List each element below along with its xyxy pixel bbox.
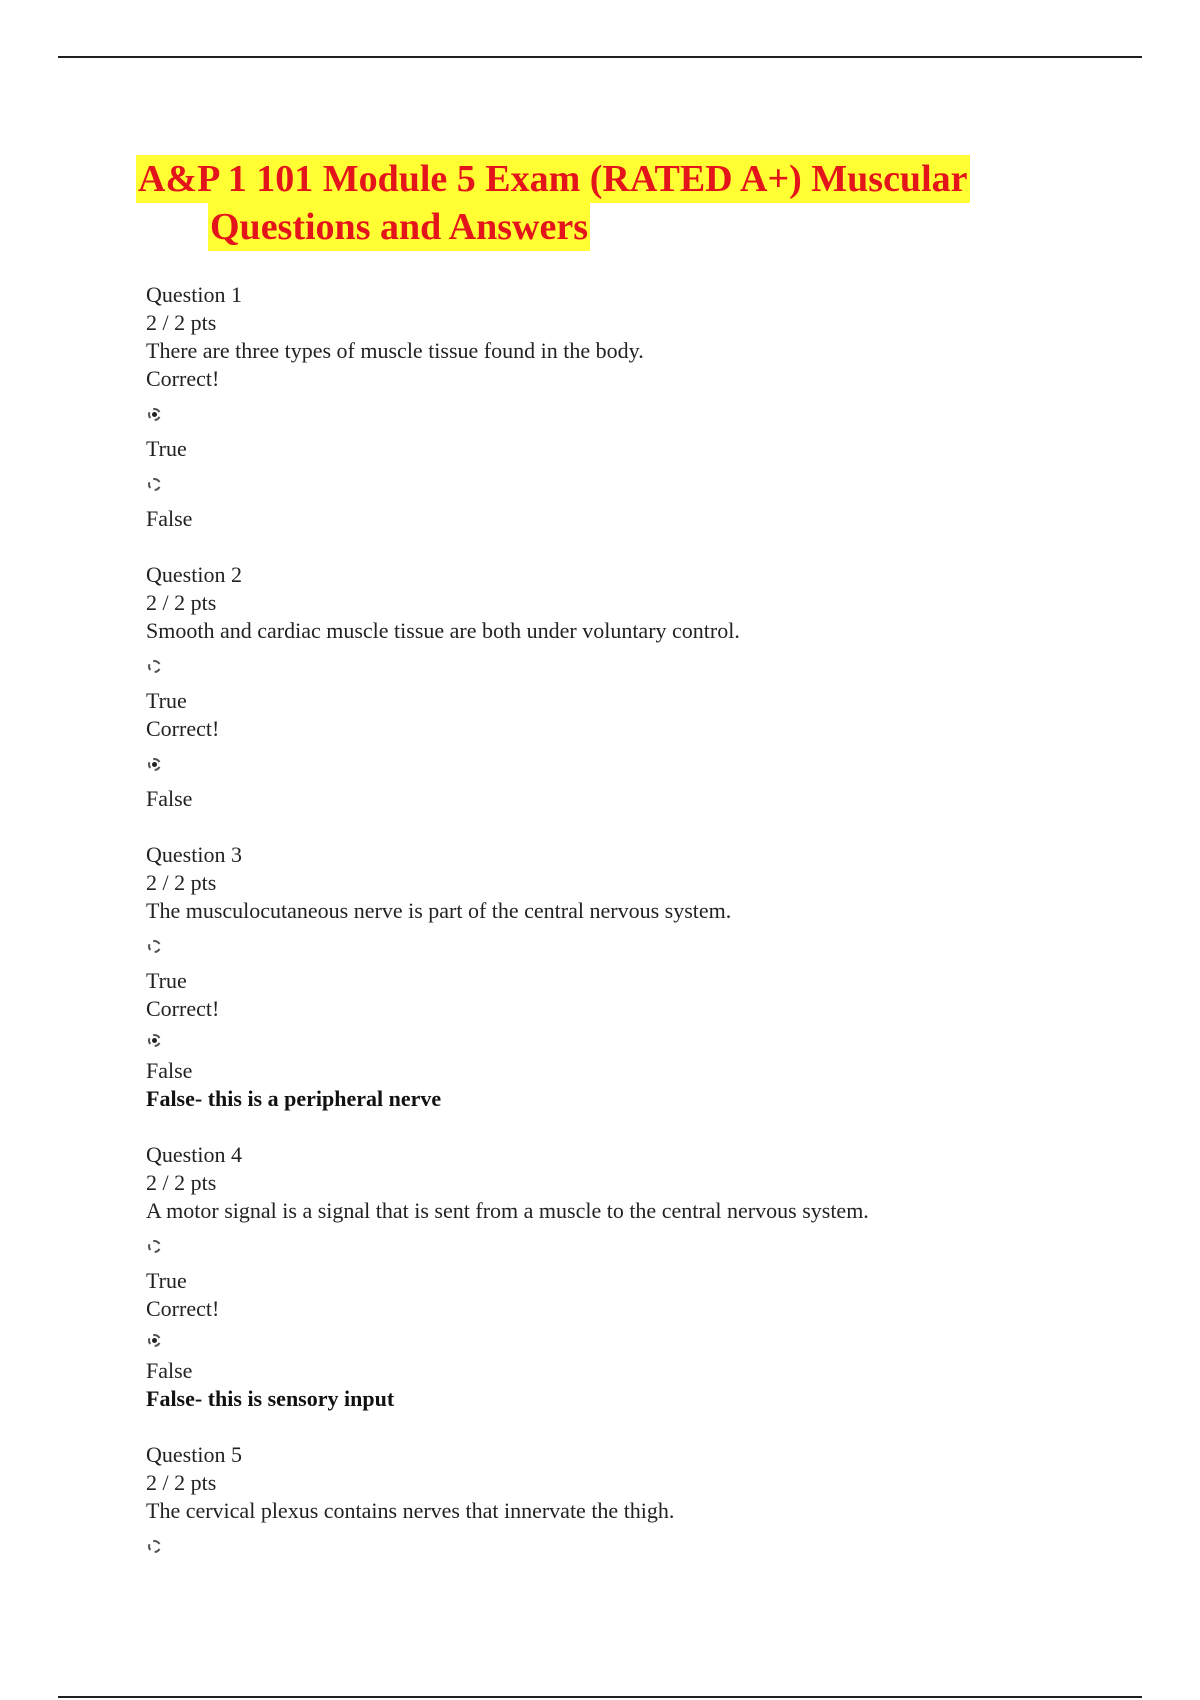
- document-title: [136, 155, 1056, 251]
- question-heading: Question 3: [146, 842, 242, 867]
- answer-true-row: [146, 925, 1046, 967]
- question-heading: Question 5: [146, 1442, 242, 1467]
- question-list: [146, 281, 1046, 1595]
- question-3: [146, 841, 1046, 1113]
- radio-unselected-icon[interactable]: [148, 478, 161, 491]
- option-true-label: True: [146, 436, 187, 461]
- question-prompt: A motor signal is a signal that is sent from a muscle to the central nervous system.: [146, 1198, 869, 1223]
- title-line-1: A&P 1 101 Module 5 Exam (RATED A+) Muscular: [136, 155, 970, 203]
- title-line-2: Questions and Answers: [208, 203, 590, 251]
- question-points: 2 / 2 pts: [146, 870, 217, 895]
- option-false-label: False: [146, 1358, 193, 1383]
- question-1: [146, 281, 1046, 533]
- radio-unselected-icon[interactable]: [148, 1240, 161, 1253]
- radio-unselected-icon[interactable]: [148, 660, 161, 673]
- radio-selected-icon[interactable]: [148, 758, 161, 771]
- option-false-label: False: [146, 1058, 193, 1083]
- top-rule: [58, 56, 1142, 58]
- question-prompt: The musculocutaneous nerve is part of the central nervous system.: [146, 898, 732, 923]
- option-false-label: False: [146, 786, 193, 811]
- bottom-rule: [58, 1696, 1142, 1698]
- radio-selected-icon[interactable]: [148, 1334, 161, 1347]
- answer-true-row: [146, 1525, 1046, 1567]
- answer-true-row: [146, 1225, 1046, 1267]
- question-heading: Question 4: [146, 1142, 242, 1167]
- question-5: [146, 1441, 1046, 1567]
- radio-unselected-icon[interactable]: [148, 940, 161, 953]
- question-4: [146, 1141, 1046, 1413]
- answer-false-row: [146, 743, 1046, 785]
- radio-unselected-icon[interactable]: [148, 1540, 161, 1553]
- answer-true-row: [146, 393, 1046, 435]
- answer-true-row: [146, 645, 1046, 687]
- correct-label: Correct!: [146, 996, 220, 1021]
- option-true-label: True: [146, 968, 187, 993]
- question-2: [146, 561, 1046, 813]
- radio-selected-icon[interactable]: [148, 1034, 161, 1047]
- question-prompt: The cervical plexus contains nerves that innervate the thigh.: [146, 1498, 675, 1523]
- radio-selected-icon[interactable]: [148, 408, 161, 421]
- question-heading: Question 2: [146, 562, 242, 587]
- option-true-label: True: [146, 688, 187, 713]
- question-points: 2 / 2 pts: [146, 1470, 217, 1495]
- question-points: 2 / 2 pts: [146, 590, 217, 615]
- answer-false-row: [146, 463, 1046, 505]
- option-false-label: False: [146, 506, 193, 531]
- correct-label: Correct!: [146, 716, 220, 741]
- answer-false-row: [146, 1023, 1046, 1057]
- answer-explanation: False- this is sensory input: [146, 1386, 395, 1411]
- question-points: 2 / 2 pts: [146, 310, 217, 335]
- question-prompt: Smooth and cardiac muscle tissue are both under voluntary control.: [146, 618, 740, 643]
- question-prompt: There are three types of muscle tissue found in the body. Correct!: [146, 338, 650, 391]
- question-points: 2 / 2 pts: [146, 1170, 217, 1195]
- option-true-label: True: [146, 1268, 187, 1293]
- question-heading: Question 1: [146, 282, 242, 307]
- answer-explanation: False- this is a peripheral nerve: [146, 1086, 442, 1111]
- correct-label: Correct!: [146, 1296, 220, 1321]
- answer-false-row: [146, 1323, 1046, 1357]
